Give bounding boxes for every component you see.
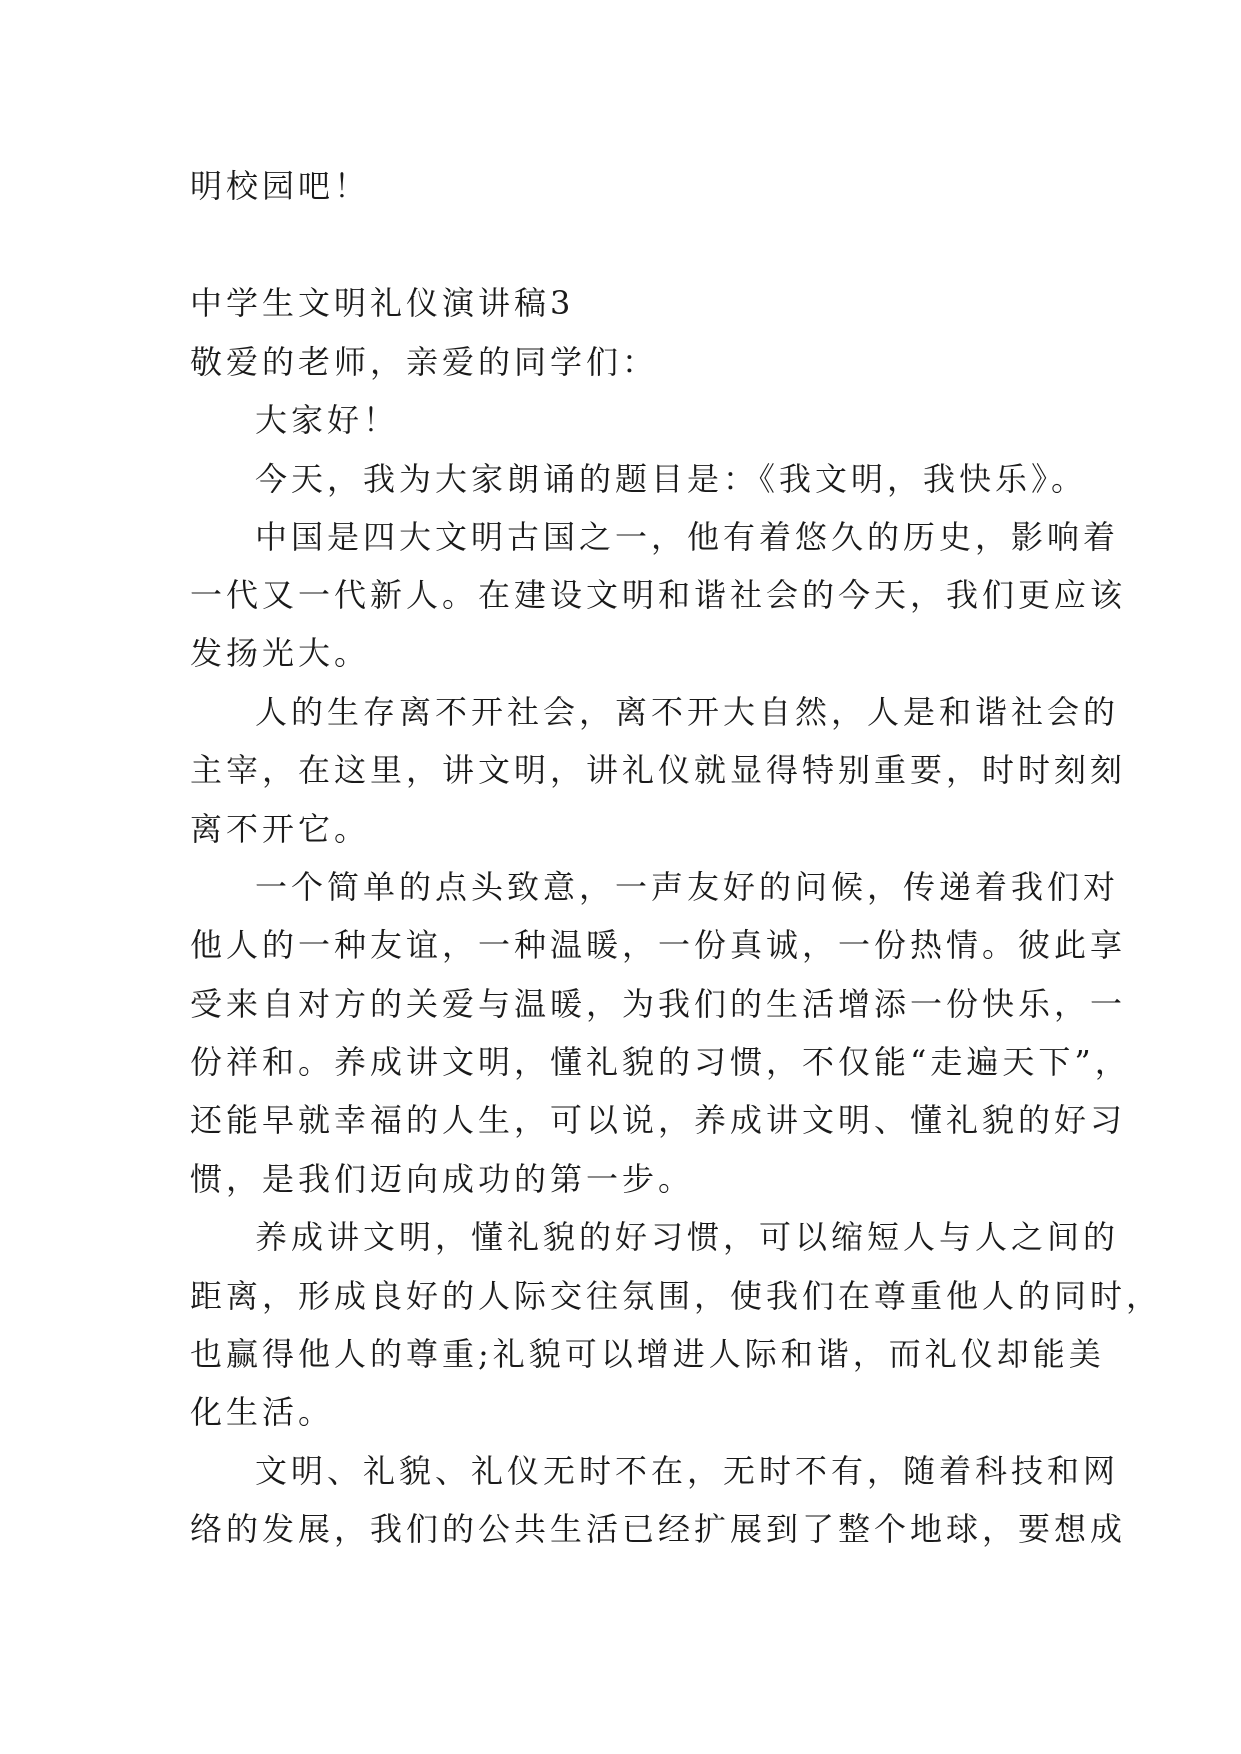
salutation: 敬爱的老师，亲爱的同学们： [190, 343, 659, 381]
greeting: 大家好！ [255, 401, 400, 439]
text-line: 他人的一种友谊，一种温暖，一份真诚，一份热情。彼此享 [190, 926, 1127, 964]
text-line: 份祥和。养成讲文明，懂礼貌的习惯，不仅能“走遍天下”， [190, 1043, 1131, 1081]
text-line: 发扬光大。 [190, 634, 371, 672]
text-line: 中国是四大文明古国之一，他有着悠久的历史，影响着 [255, 518, 1120, 556]
text-line: 受来自对方的关爱与温暖，为我们的生活增添一份快乐，一 [190, 985, 1127, 1023]
text-line: 离不开它。 [190, 810, 371, 848]
text-line: 人的生存离不开社会，离不开大自然，人是和谐社会的 [255, 693, 1120, 731]
text-line: 一个简单的点头致意，一声友好的问候，传递着我们对 [255, 868, 1120, 906]
text-line: 惯，是我们迈向成功的第一步。 [190, 1160, 695, 1198]
text-line: 养成讲文明，懂礼貌的好习惯，可以缩短人与人之间的 [255, 1218, 1120, 1256]
text-line: 化生活。 [190, 1393, 335, 1431]
text-line: 今天，我为大家朗诵的题目是：《我文明，我快乐》。 [255, 460, 1088, 498]
text-line: 明校园吧！ [190, 167, 371, 205]
text-line: 距离，形成良好的人际交往氛围，使我们在尊重他人的同时， [190, 1277, 1163, 1315]
text-line: 络的发展，我们的公共生活已经扩展到了整个地球，要想成 [190, 1510, 1127, 1548]
section-title: 中学生文明礼仪演讲稿3 [190, 284, 575, 322]
text-line: 一代又一代新人。在建设文明和谐社会的今天，我们更应该 [190, 576, 1127, 614]
text-line: 主宰，在这里，讲文明，讲礼仪就显得特别重要，时时刻刻 [190, 751, 1127, 789]
text-line: 也赢得他人的尊重;礼貌可以增进人际和谐，而礼仪却能美 [190, 1335, 1105, 1373]
text-line: 还能早就幸福的人生，可以说，养成讲文明、懂礼貌的好习 [190, 1101, 1127, 1139]
text-line: 文明、礼貌、礼仪无时不在，无时不有，随着科技和网 [255, 1452, 1120, 1490]
